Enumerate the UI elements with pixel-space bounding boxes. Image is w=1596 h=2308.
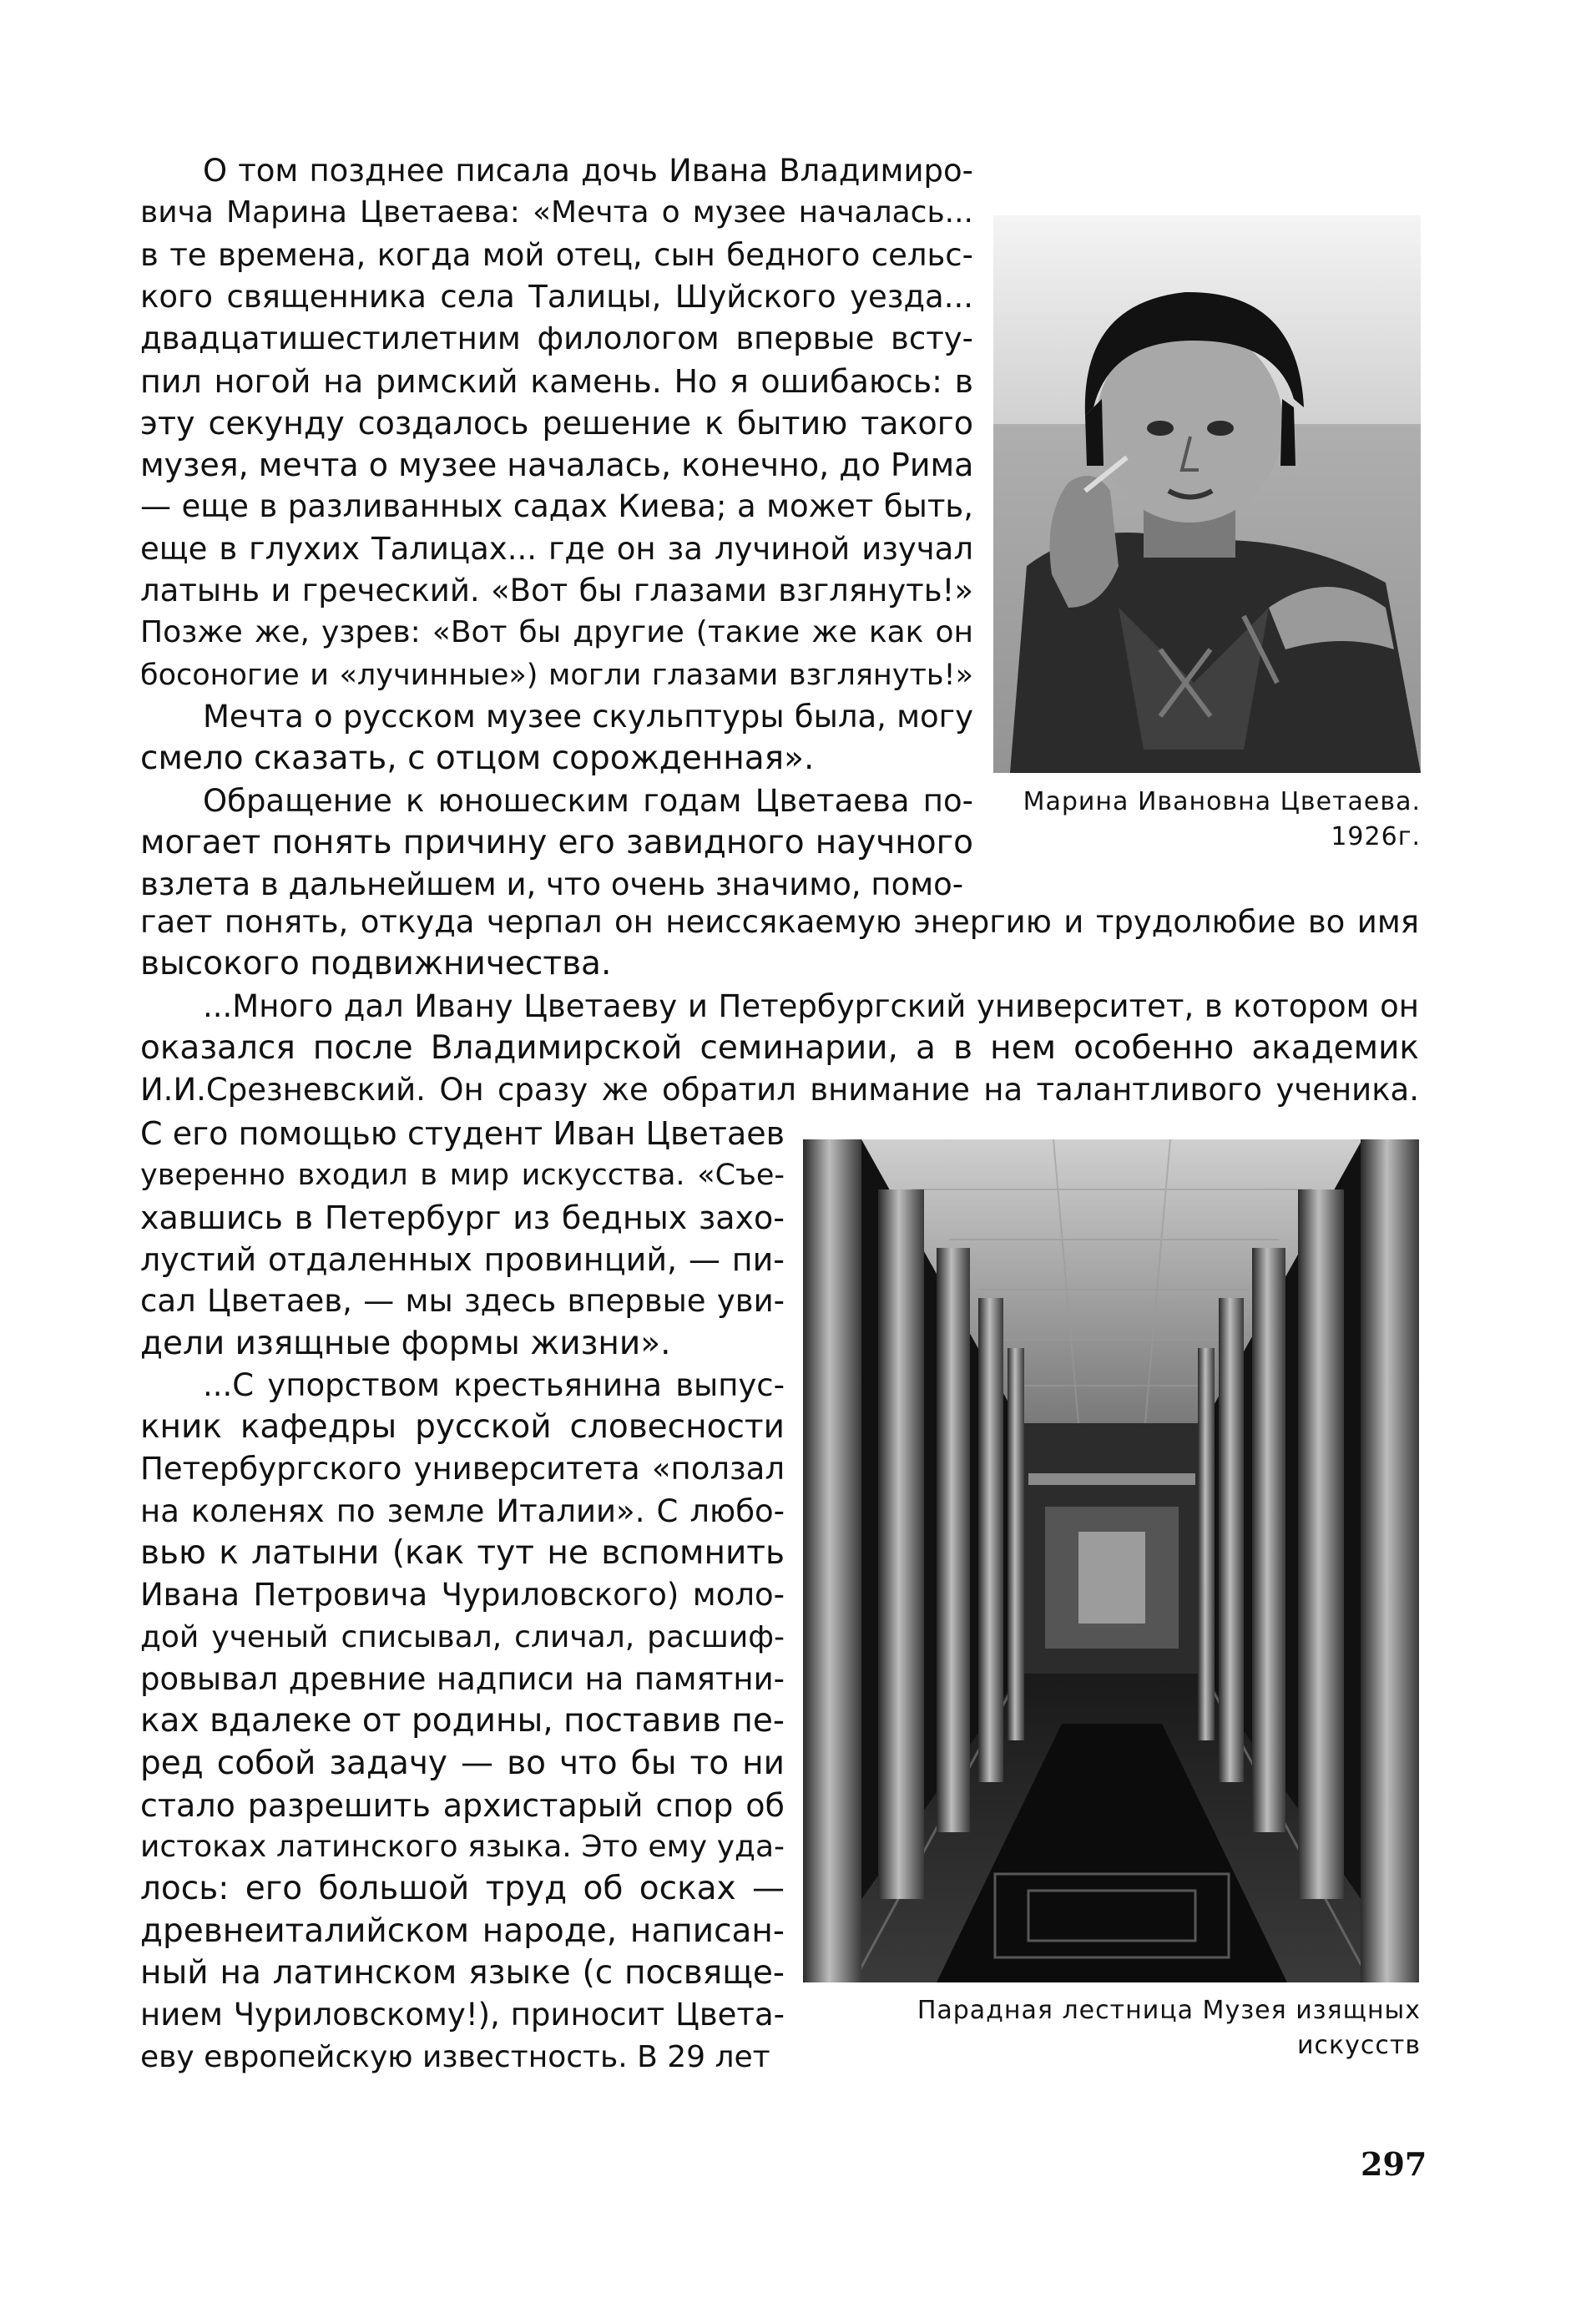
text-line: — еще в разливанных садах Киева; а может быть, [140,488,973,525]
text-line: латынь и греческий. «Вот бы глазами взглянуть!» [140,573,973,609]
portrait-caption [918,785,1421,855]
portrait-caption-line1: Марина Ивановна Цветаева. [1023,787,1421,816]
text-line: дой ученый списывал, сличал, расшиф- [140,1619,785,1654]
text-line: ...Много дал Ивану Цветаеву и Петербургский университет, в котором он [203,987,1419,1024]
text-line: ный на латинском языке (с посвяще- [140,1954,785,1992]
text-line: кого священника села Талицы, Шуйского уезда... [140,278,973,315]
text-line: взлета в дальнейшем и, что очень значимо, помо- [140,866,964,903]
text-line: уверенно входил в мир искусства. «Съе- [140,1159,785,1193]
text-line: истоках латинского языка. Это ему уда- [140,1830,785,1865]
text-line: О том позднее писала дочь Ивана Владимиро- [203,153,973,189]
hall-caption [803,1993,1421,2063]
text-line: ровывал древние надписи на памятни- [140,1660,785,1697]
text-line: смело сказать, с отцом сорожденная». [140,740,815,778]
text-line: дели изящные формы жизни». [140,1324,671,1362]
text-line: гает понять, откуда черпал он неиссякаемую энергию и трудолюбие во имя [140,904,1419,940]
text-line: Позже же, узрев: «Вот бы другие (такие же как он [140,615,973,650]
text-line: двадцатишестилетним филологом впервые всту- [140,321,973,357]
text-line: кник кафедры русской словесности [140,1408,785,1447]
text-line: еще в глухих Талицах... где он за лучиной изучал [140,530,973,567]
text-line: Ивана Петровича Чуриловского) моло- [140,1577,785,1614]
text-line: Мечта о русском музее скульптуры была, могу [203,698,973,735]
portrait-illustration [993,215,1421,773]
text-line: лось: его большой труд об осках — [140,1870,785,1908]
text-line: вью к латыни (как тут не вспомнить [140,1534,785,1572]
hall-caption-line1: Парадная лестница Музея изящных [917,1996,1421,2025]
text-line: древнеиталийском народе, написан- [140,1912,785,1950]
text-line: оказался после Владимирской семинарии, а в нем особенно академик [140,1028,1419,1067]
text-line: еву европейскую известность. В 29 лет [140,2039,770,2074]
text-line: пил ногой на римский камень. Но я ошибаюсь: в [140,362,973,400]
portrait-caption-line2: 1926г. [1331,822,1421,851]
text-line: Петербургского университета «ползал [140,1451,785,1487]
colonnade-illustration [803,1139,1419,1982]
text-line: И.И.Срезневский. Он сразу же обратил внимание на талантливого ученика. [140,1072,1419,1109]
text-line: Обращение к юношеским годам Цветаева по- [203,782,973,819]
text-line: ках вдалеке от родины, поставив пе- [140,1702,785,1740]
text-line: ...С упорством крестьянина выпус- [203,1366,785,1403]
text-line: высокого подвижничества. [140,945,612,983]
text-line: сал Цветаев, — мы здесь впервые уви- [140,1283,785,1320]
portrait-photo [993,215,1421,773]
text-line: музея, мечта о музее началась, конечно, до Рима [140,447,974,484]
text-line: эту секунду создалось решение к бытию такого [140,404,973,442]
text-line: вича Марина Цветаева: «Мечта о музее началась... [140,195,973,230]
text-line: в те времена, когда мой отец, сын бедного сельс- [140,236,973,273]
page-number: 297 [1361,2145,1427,2183]
text-line: стало разрешить архистарый спор об [140,1786,785,1824]
text-line: могает понять причину его завидного научного [140,823,973,861]
text-line: хавшись в Петербург из бедных захо- [140,1199,785,1236]
text-line: С его помощью студент Иван Цветаев [140,1115,785,1152]
text-line: босоногие и «лучинные») могли глазами взглянуть!» [140,658,973,692]
text-line: нием Чуриловскому!), приносит Цвета- [140,1997,785,2033]
text-line: ред собой задачу — во что бы то ни [140,1744,785,1782]
museum-hall-photo [803,1139,1419,1982]
text-line: лустий отдаленных провинций, — пи- [140,1240,785,1278]
hall-caption-line2: искусств [1296,2031,1421,2060]
text-line: на коленях по земле Италии». С любо- [140,1492,785,1529]
